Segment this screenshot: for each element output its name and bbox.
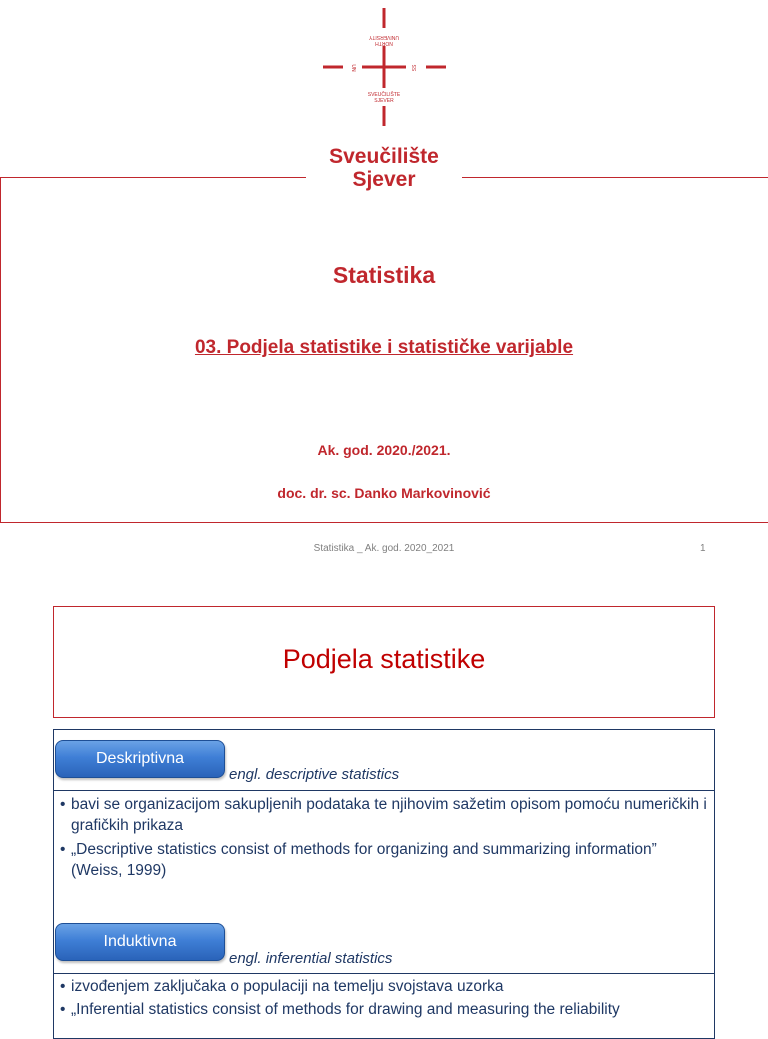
list-item: [60, 976, 710, 997]
section-divider: [54, 973, 714, 974]
svg-text:NORTH: NORTH: [375, 40, 393, 46]
section-label-induktivna: Induktivna: [55, 923, 225, 961]
university-logo: [306, 0, 462, 205]
bullet-dot-icon: •: [60, 796, 66, 813]
bullet-text: „Inferential statistics consist of methods for drawing and measuring the reliability: [71, 1001, 620, 1018]
bullet-dot-icon: •: [60, 1001, 66, 1018]
svg-text:SJEVER: SJEVER: [374, 98, 394, 104]
section-engl-inferential: engl. inferential statistics: [229, 950, 393, 967]
bullet-text: izvođenjem zaključaka o populaciji na temelju svojstava uzorka: [71, 978, 504, 995]
list-item: [60, 839, 710, 881]
page-number: 1: [700, 543, 706, 554]
emblem-text-bottom: SVEUČILIŠTE: [367, 92, 401, 98]
slide1-footer: Statistika _ Ak. god. 2020_2021: [313, 543, 455, 554]
author: doc. dr. sc. Danko Markovinović: [277, 485, 491, 501]
bullet-text: bavi se organizacijom sakupljenih podataka te njihovim sažetim opisom pomoću numeričkih i grafičkih prikaza: [71, 796, 707, 834]
bullet-list-descriptive: [60, 794, 710, 881]
slide2-title: Podjela statistike: [282, 644, 486, 674]
logo-name-line1: Sveučilište: [329, 145, 439, 168]
section-divider: [54, 790, 714, 791]
academic-year: Ak. god. 2020./2021.: [317, 442, 451, 458]
svg-text:UN: UN: [350, 64, 356, 72]
logo-name-line2: Sjever: [352, 168, 416, 191]
bullet-list-inferential: [60, 976, 710, 1020]
svg-text:SS: SS: [412, 64, 418, 72]
bullet-dot-icon: •: [60, 978, 66, 995]
university-emblem-icon: [306, 0, 462, 140]
section-engl-descriptive: engl. descriptive statistics: [229, 766, 400, 783]
bullet-text: „Descriptive statistics consist of methods for organizing and summarizing information” (Weiss, 1999): [71, 841, 657, 879]
slide1-subtitle: 03. Podjela statistike i statističke varijable: [194, 337, 574, 358]
slide1-title: Statistika: [332, 262, 436, 288]
section-label-deskriptivna: Deskriptivna: [55, 740, 225, 778]
list-item: [60, 999, 710, 1020]
emblem-text-top: UNIVERSITY: [368, 34, 400, 40]
list-item: [60, 794, 710, 836]
bullet-dot-icon: •: [60, 841, 66, 858]
